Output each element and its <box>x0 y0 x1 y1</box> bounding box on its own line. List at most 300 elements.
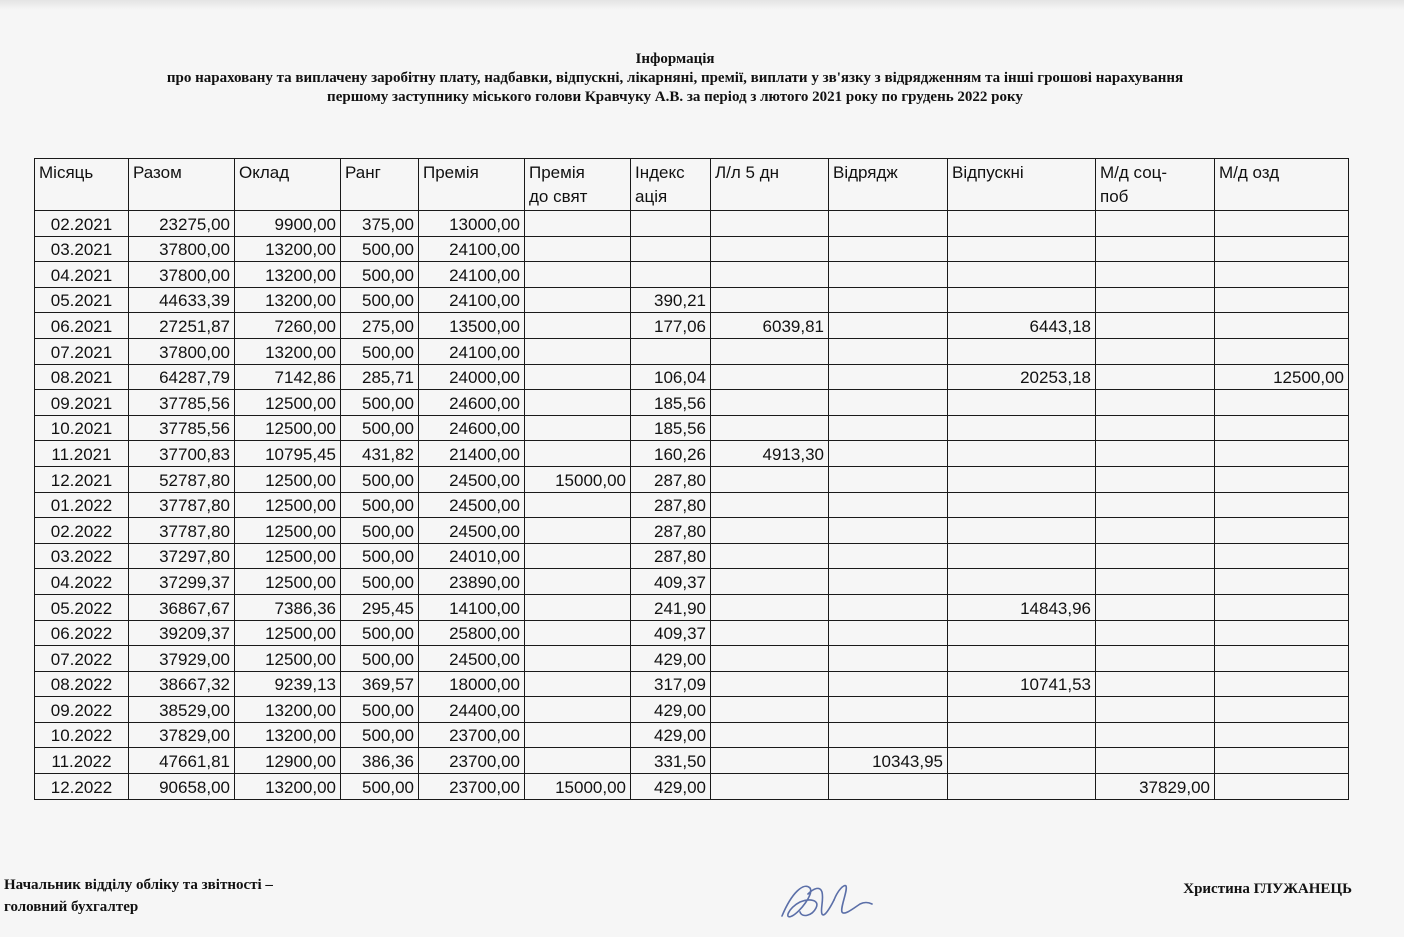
table-cell: 386,36 <box>341 748 419 774</box>
table-row <box>35 748 1349 774</box>
table-cell-month: 02.2021 <box>35 211 129 237</box>
table-cell <box>1096 338 1215 364</box>
table-cell: 23700,00 <box>419 722 525 748</box>
table-cell: 500,00 <box>341 338 419 364</box>
table-cell <box>1096 594 1215 620</box>
table-cell-month: 12.2022 <box>35 774 129 800</box>
table-cell <box>711 466 829 492</box>
table-cell <box>948 543 1096 569</box>
table-cell <box>525 287 631 313</box>
table-cell: 37829,00 <box>1096 774 1215 800</box>
table-cell <box>829 364 948 390</box>
table-row <box>35 415 1349 441</box>
table-cell: 429,00 <box>631 646 711 672</box>
table-cell <box>829 569 948 595</box>
table-cell: 37800,00 <box>129 338 235 364</box>
document-subtitle-line-2: першому заступнику міського голови Кравчуку А.В. за період з лютого 2021 року по грудень 2022 року <box>327 89 1023 105</box>
table-cell: 24100,00 <box>419 236 525 262</box>
table-cell <box>1096 492 1215 518</box>
table-cell <box>525 543 631 569</box>
table-cell <box>829 646 948 672</box>
table-cell <box>525 620 631 646</box>
table-cell <box>525 492 631 518</box>
table-cell-month: 10.2022 <box>35 722 129 748</box>
table-cell-month: 06.2021 <box>35 313 129 339</box>
table-cell: 12500,00 <box>235 620 341 646</box>
table-cell: 285,71 <box>341 364 419 390</box>
table-cell: 10741,53 <box>948 671 1096 697</box>
table-row <box>35 236 1349 262</box>
position-line-2: головний бухгалтер <box>4 899 139 915</box>
table-cell <box>1215 338 1349 364</box>
table-cell <box>948 441 1096 467</box>
table-cell: 13200,00 <box>235 338 341 364</box>
table-cell <box>525 748 631 774</box>
table-cell: 13000,00 <box>419 211 525 237</box>
table-cell: 369,57 <box>341 671 419 697</box>
table-cell <box>1096 466 1215 492</box>
table-cell: 287,80 <box>631 518 711 544</box>
table-cell: 24500,00 <box>419 646 525 672</box>
table-cell: 13200,00 <box>235 236 341 262</box>
table-cell: 10795,45 <box>235 441 341 467</box>
table-cell-month: 07.2022 <box>35 646 129 672</box>
table-cell: 7260,00 <box>235 313 341 339</box>
table-row <box>35 492 1349 518</box>
table-cell <box>829 262 948 288</box>
table-cell <box>1096 748 1215 774</box>
table-cell <box>711 287 829 313</box>
table-cell <box>1215 646 1349 672</box>
table-cell: 39209,37 <box>129 620 235 646</box>
table-cell <box>631 236 711 262</box>
table-cell <box>711 697 829 723</box>
table-cell <box>525 518 631 544</box>
table-cell <box>1215 774 1349 800</box>
table-cell <box>829 518 948 544</box>
table-cell <box>829 492 948 518</box>
table-cell <box>948 748 1096 774</box>
table-cell <box>711 646 829 672</box>
table-cell: 12500,00 <box>235 466 341 492</box>
document-subtitle-line-1: про нараховану та виплачену заробітну плату, надбавки, відпускні, лікарняні, премії, виплати у зв'язку з відрядженням та інші грошові нарахування <box>166 70 1184 86</box>
table-cell <box>948 620 1096 646</box>
table-cell <box>1215 211 1349 237</box>
table-cell <box>948 492 1096 518</box>
table-cell <box>711 569 829 595</box>
table-cell: 6039,81 <box>711 313 829 339</box>
column-header: Відрядж <box>829 159 948 211</box>
table-cell <box>948 569 1096 595</box>
table-cell: 23890,00 <box>419 569 525 595</box>
table-cell-month: 08.2022 <box>35 671 129 697</box>
table-cell <box>829 594 948 620</box>
table-cell: 500,00 <box>341 492 419 518</box>
table-cell <box>948 518 1096 544</box>
table-cell <box>1096 620 1215 646</box>
table-cell: 500,00 <box>341 518 419 544</box>
column-header: Л/л 5 дн <box>711 159 829 211</box>
table-cell: 37829,00 <box>129 722 235 748</box>
table-cell: 23700,00 <box>419 748 525 774</box>
table-cell: 317,09 <box>631 671 711 697</box>
table-cell-month: 10.2021 <box>35 415 129 441</box>
table-cell <box>829 466 948 492</box>
table-cell <box>525 338 631 364</box>
table-cell <box>1215 287 1349 313</box>
table-cell <box>711 262 829 288</box>
table-cell <box>1096 211 1215 237</box>
table-cell <box>525 646 631 672</box>
table-row <box>35 211 1349 237</box>
table-cell <box>1215 518 1349 544</box>
table-cell <box>1215 722 1349 748</box>
table-cell <box>829 697 948 723</box>
table-cell <box>1215 671 1349 697</box>
table-cell <box>1215 262 1349 288</box>
table-row <box>35 671 1349 697</box>
table-cell <box>1096 518 1215 544</box>
table-cell: 185,56 <box>631 415 711 441</box>
table-cell: 13200,00 <box>235 287 341 313</box>
table-cell <box>525 569 631 595</box>
table-cell: 37785,56 <box>129 415 235 441</box>
table-cell: 24000,00 <box>419 364 525 390</box>
column-header: М/д озд <box>1215 159 1349 211</box>
table-cell <box>1215 313 1349 339</box>
table-cell <box>829 671 948 697</box>
table-cell: 12500,00 <box>235 518 341 544</box>
table-cell: 13200,00 <box>235 774 341 800</box>
table-row <box>35 543 1349 569</box>
table-cell: 64287,79 <box>129 364 235 390</box>
table-cell: 287,80 <box>631 492 711 518</box>
table-cell: 52787,80 <box>129 466 235 492</box>
table-cell: 36867,67 <box>129 594 235 620</box>
table-cell: 24500,00 <box>419 466 525 492</box>
table-cell: 12500,00 <box>235 646 341 672</box>
table-cell: 9239,13 <box>235 671 341 697</box>
column-header: Разом <box>129 159 235 211</box>
table-cell: 14843,96 <box>948 594 1096 620</box>
table-cell: 7386,36 <box>235 594 341 620</box>
table-cell: 47661,81 <box>129 748 235 774</box>
table-cell <box>1215 466 1349 492</box>
table-cell <box>1096 697 1215 723</box>
table-cell <box>711 543 829 569</box>
table-row <box>35 313 1349 339</box>
table-cell <box>1215 594 1349 620</box>
table-cell <box>1215 569 1349 595</box>
table-cell: 37787,80 <box>129 492 235 518</box>
table-cell: 9900,00 <box>235 211 341 237</box>
table-cell: 10343,95 <box>829 748 948 774</box>
table-cell <box>948 646 1096 672</box>
table-cell <box>1215 415 1349 441</box>
table-cell <box>525 722 631 748</box>
table-cell <box>525 236 631 262</box>
table-row <box>35 722 1349 748</box>
table-cell <box>948 415 1096 441</box>
table-cell <box>1096 441 1215 467</box>
position-line-1: Начальник відділу обліку та звітності – <box>4 877 273 893</box>
table-cell <box>829 774 948 800</box>
table-cell <box>948 466 1096 492</box>
table-cell: 500,00 <box>341 262 419 288</box>
table-cell <box>631 211 711 237</box>
table-cell <box>829 313 948 339</box>
table-cell <box>711 518 829 544</box>
signatory-position <box>4 874 273 918</box>
salary-table <box>34 158 1349 800</box>
table-cell <box>829 441 948 467</box>
table-cell: 185,56 <box>631 390 711 416</box>
table-cell <box>711 364 829 390</box>
table-cell: 500,00 <box>341 722 419 748</box>
table-cell: 12500,00 <box>235 390 341 416</box>
table-cell: 37800,00 <box>129 236 235 262</box>
table-cell: 500,00 <box>341 236 419 262</box>
table-cell <box>711 338 829 364</box>
table-cell: 429,00 <box>631 722 711 748</box>
table-cell <box>525 364 631 390</box>
table-cell <box>631 262 711 288</box>
table-cell <box>711 671 829 697</box>
table-row <box>35 697 1349 723</box>
table-cell <box>948 338 1096 364</box>
handwritten-signature <box>770 864 880 934</box>
table-cell: 6443,18 <box>948 313 1096 339</box>
table-cell <box>711 594 829 620</box>
table-cell: 37297,80 <box>129 543 235 569</box>
table-cell: 500,00 <box>341 543 419 569</box>
table-cell: 12500,00 <box>235 415 341 441</box>
table-cell: 38667,32 <box>129 671 235 697</box>
column-header: Індекс ація <box>631 159 711 211</box>
table-cell-month: 03.2021 <box>35 236 129 262</box>
table-cell: 12500,00 <box>235 569 341 595</box>
table-cell <box>829 211 948 237</box>
table-cell <box>711 236 829 262</box>
table-cell <box>525 415 631 441</box>
table-row <box>35 390 1349 416</box>
table-cell <box>1096 364 1215 390</box>
table-cell <box>711 620 829 646</box>
table-cell-month: 02.2022 <box>35 518 129 544</box>
table-cell <box>1096 671 1215 697</box>
table-row <box>35 364 1349 390</box>
table-cell: 90658,00 <box>129 774 235 800</box>
table-cell <box>829 287 948 313</box>
table-cell: 12900,00 <box>235 748 341 774</box>
table-body <box>35 211 1349 800</box>
table-cell: 500,00 <box>341 287 419 313</box>
table-cell: 18000,00 <box>419 671 525 697</box>
table-cell: 23275,00 <box>129 211 235 237</box>
table-cell: 13200,00 <box>235 697 341 723</box>
table-cell: 21400,00 <box>419 441 525 467</box>
table-cell <box>711 390 829 416</box>
paper-edge <box>0 0 1404 10</box>
table-cell: 24600,00 <box>419 390 525 416</box>
table-cell <box>1096 390 1215 416</box>
table-cell: 37299,37 <box>129 569 235 595</box>
table-cell <box>525 441 631 467</box>
table-cell: 7142,86 <box>235 364 341 390</box>
table-cell: 20253,18 <box>948 364 1096 390</box>
table-row <box>35 287 1349 313</box>
table-cell: 24100,00 <box>419 262 525 288</box>
table-cell: 24600,00 <box>419 415 525 441</box>
table-cell <box>1096 236 1215 262</box>
table-cell: 431,82 <box>341 441 419 467</box>
table-cell: 27251,87 <box>129 313 235 339</box>
table-cell <box>948 697 1096 723</box>
table-cell: 44633,39 <box>129 287 235 313</box>
table-cell: 429,00 <box>631 697 711 723</box>
column-header: Премія <box>419 159 525 211</box>
table-cell: 12500,00 <box>235 543 341 569</box>
table-cell: 14100,00 <box>419 594 525 620</box>
table-cell <box>711 492 829 518</box>
table-cell: 390,21 <box>631 287 711 313</box>
table-row <box>35 569 1349 595</box>
column-header: Оклад <box>235 159 341 211</box>
table-cell: 295,45 <box>341 594 419 620</box>
table-cell <box>525 390 631 416</box>
table-cell <box>631 338 711 364</box>
table-cell: 429,00 <box>631 774 711 800</box>
table-cell <box>1215 390 1349 416</box>
table-cell <box>1096 287 1215 313</box>
table-cell: 241,90 <box>631 594 711 620</box>
column-header: Відпускні <box>948 159 1096 211</box>
table-row <box>35 594 1349 620</box>
table-cell-month: 05.2021 <box>35 287 129 313</box>
table-cell-month: 11.2021 <box>35 441 129 467</box>
table-cell <box>711 748 829 774</box>
table-cell: 106,04 <box>631 364 711 390</box>
table-cell: 13500,00 <box>419 313 525 339</box>
table-row <box>35 466 1349 492</box>
table-cell: 24100,00 <box>419 287 525 313</box>
table-cell: 38529,00 <box>129 697 235 723</box>
table-cell <box>1096 543 1215 569</box>
table-cell-month: 09.2022 <box>35 697 129 723</box>
table-cell-month: 06.2022 <box>35 620 129 646</box>
table-cell: 287,80 <box>631 543 711 569</box>
table-cell <box>711 774 829 800</box>
table-cell <box>525 697 631 723</box>
table-row <box>35 774 1349 800</box>
table-cell: 37800,00 <box>129 262 235 288</box>
table-cell: 287,80 <box>631 466 711 492</box>
table-cell: 24500,00 <box>419 492 525 518</box>
table-cell: 409,37 <box>631 620 711 646</box>
table-cell <box>711 415 829 441</box>
table-cell <box>948 390 1096 416</box>
table-row <box>35 262 1349 288</box>
table-cell-month: 03.2022 <box>35 543 129 569</box>
table-cell <box>525 313 631 339</box>
table-row <box>35 441 1349 467</box>
table-cell <box>829 415 948 441</box>
table-cell-month: 11.2022 <box>35 748 129 774</box>
table-cell <box>711 211 829 237</box>
table-cell: 37787,80 <box>129 518 235 544</box>
table-cell: 24500,00 <box>419 518 525 544</box>
table-cell: 24400,00 <box>419 697 525 723</box>
table-cell: 37785,56 <box>129 390 235 416</box>
table-cell <box>1215 697 1349 723</box>
table-cell-month: 04.2021 <box>35 262 129 288</box>
table-cell <box>1215 492 1349 518</box>
table-cell <box>1215 441 1349 467</box>
table-cell: 24100,00 <box>419 338 525 364</box>
table-header-row <box>35 159 1349 211</box>
table-cell: 500,00 <box>341 466 419 492</box>
table-cell: 500,00 <box>341 620 419 646</box>
table-cell: 500,00 <box>341 697 419 723</box>
table-cell <box>1215 748 1349 774</box>
table-cell <box>1096 415 1215 441</box>
table-cell <box>1096 569 1215 595</box>
table-cell: 500,00 <box>341 646 419 672</box>
column-header: Місяць <box>35 159 129 211</box>
table-cell: 24010,00 <box>419 543 525 569</box>
column-header: Премія до свят <box>525 159 631 211</box>
table-cell <box>829 543 948 569</box>
table-cell: 500,00 <box>341 415 419 441</box>
column-header: М/д соц- поб <box>1096 159 1215 211</box>
table-cell: 375,00 <box>341 211 419 237</box>
table-cell <box>1096 722 1215 748</box>
table-cell: 160,26 <box>631 441 711 467</box>
table-cell: 500,00 <box>341 774 419 800</box>
table-cell <box>1215 236 1349 262</box>
table-cell-month: 05.2022 <box>35 594 129 620</box>
table-cell <box>948 774 1096 800</box>
column-header: Ранг <box>341 159 419 211</box>
table-cell <box>1096 313 1215 339</box>
table-cell: 13200,00 <box>235 262 341 288</box>
table-cell: 500,00 <box>341 569 419 595</box>
table-cell: 15000,00 <box>525 774 631 800</box>
table-cell: 331,50 <box>631 748 711 774</box>
table-cell <box>948 211 1096 237</box>
table-cell <box>1215 543 1349 569</box>
table-cell <box>525 211 631 237</box>
table-cell <box>711 722 829 748</box>
table-cell: 15000,00 <box>525 466 631 492</box>
table-cell: 23700,00 <box>419 774 525 800</box>
table-cell <box>948 236 1096 262</box>
table-row <box>35 646 1349 672</box>
table-cell <box>525 262 631 288</box>
table-cell <box>1096 646 1215 672</box>
table-cell: 13200,00 <box>235 722 341 748</box>
table-cell: 12500,00 <box>1215 364 1349 390</box>
document-title: Інформація <box>635 51 715 67</box>
table-cell <box>1096 262 1215 288</box>
table-cell <box>829 620 948 646</box>
table-row <box>35 620 1349 646</box>
table-cell: 4913,30 <box>711 441 829 467</box>
table-cell-month: 12.2021 <box>35 466 129 492</box>
table-cell-month: 07.2021 <box>35 338 129 364</box>
table-cell: 177,06 <box>631 313 711 339</box>
table-cell <box>948 262 1096 288</box>
